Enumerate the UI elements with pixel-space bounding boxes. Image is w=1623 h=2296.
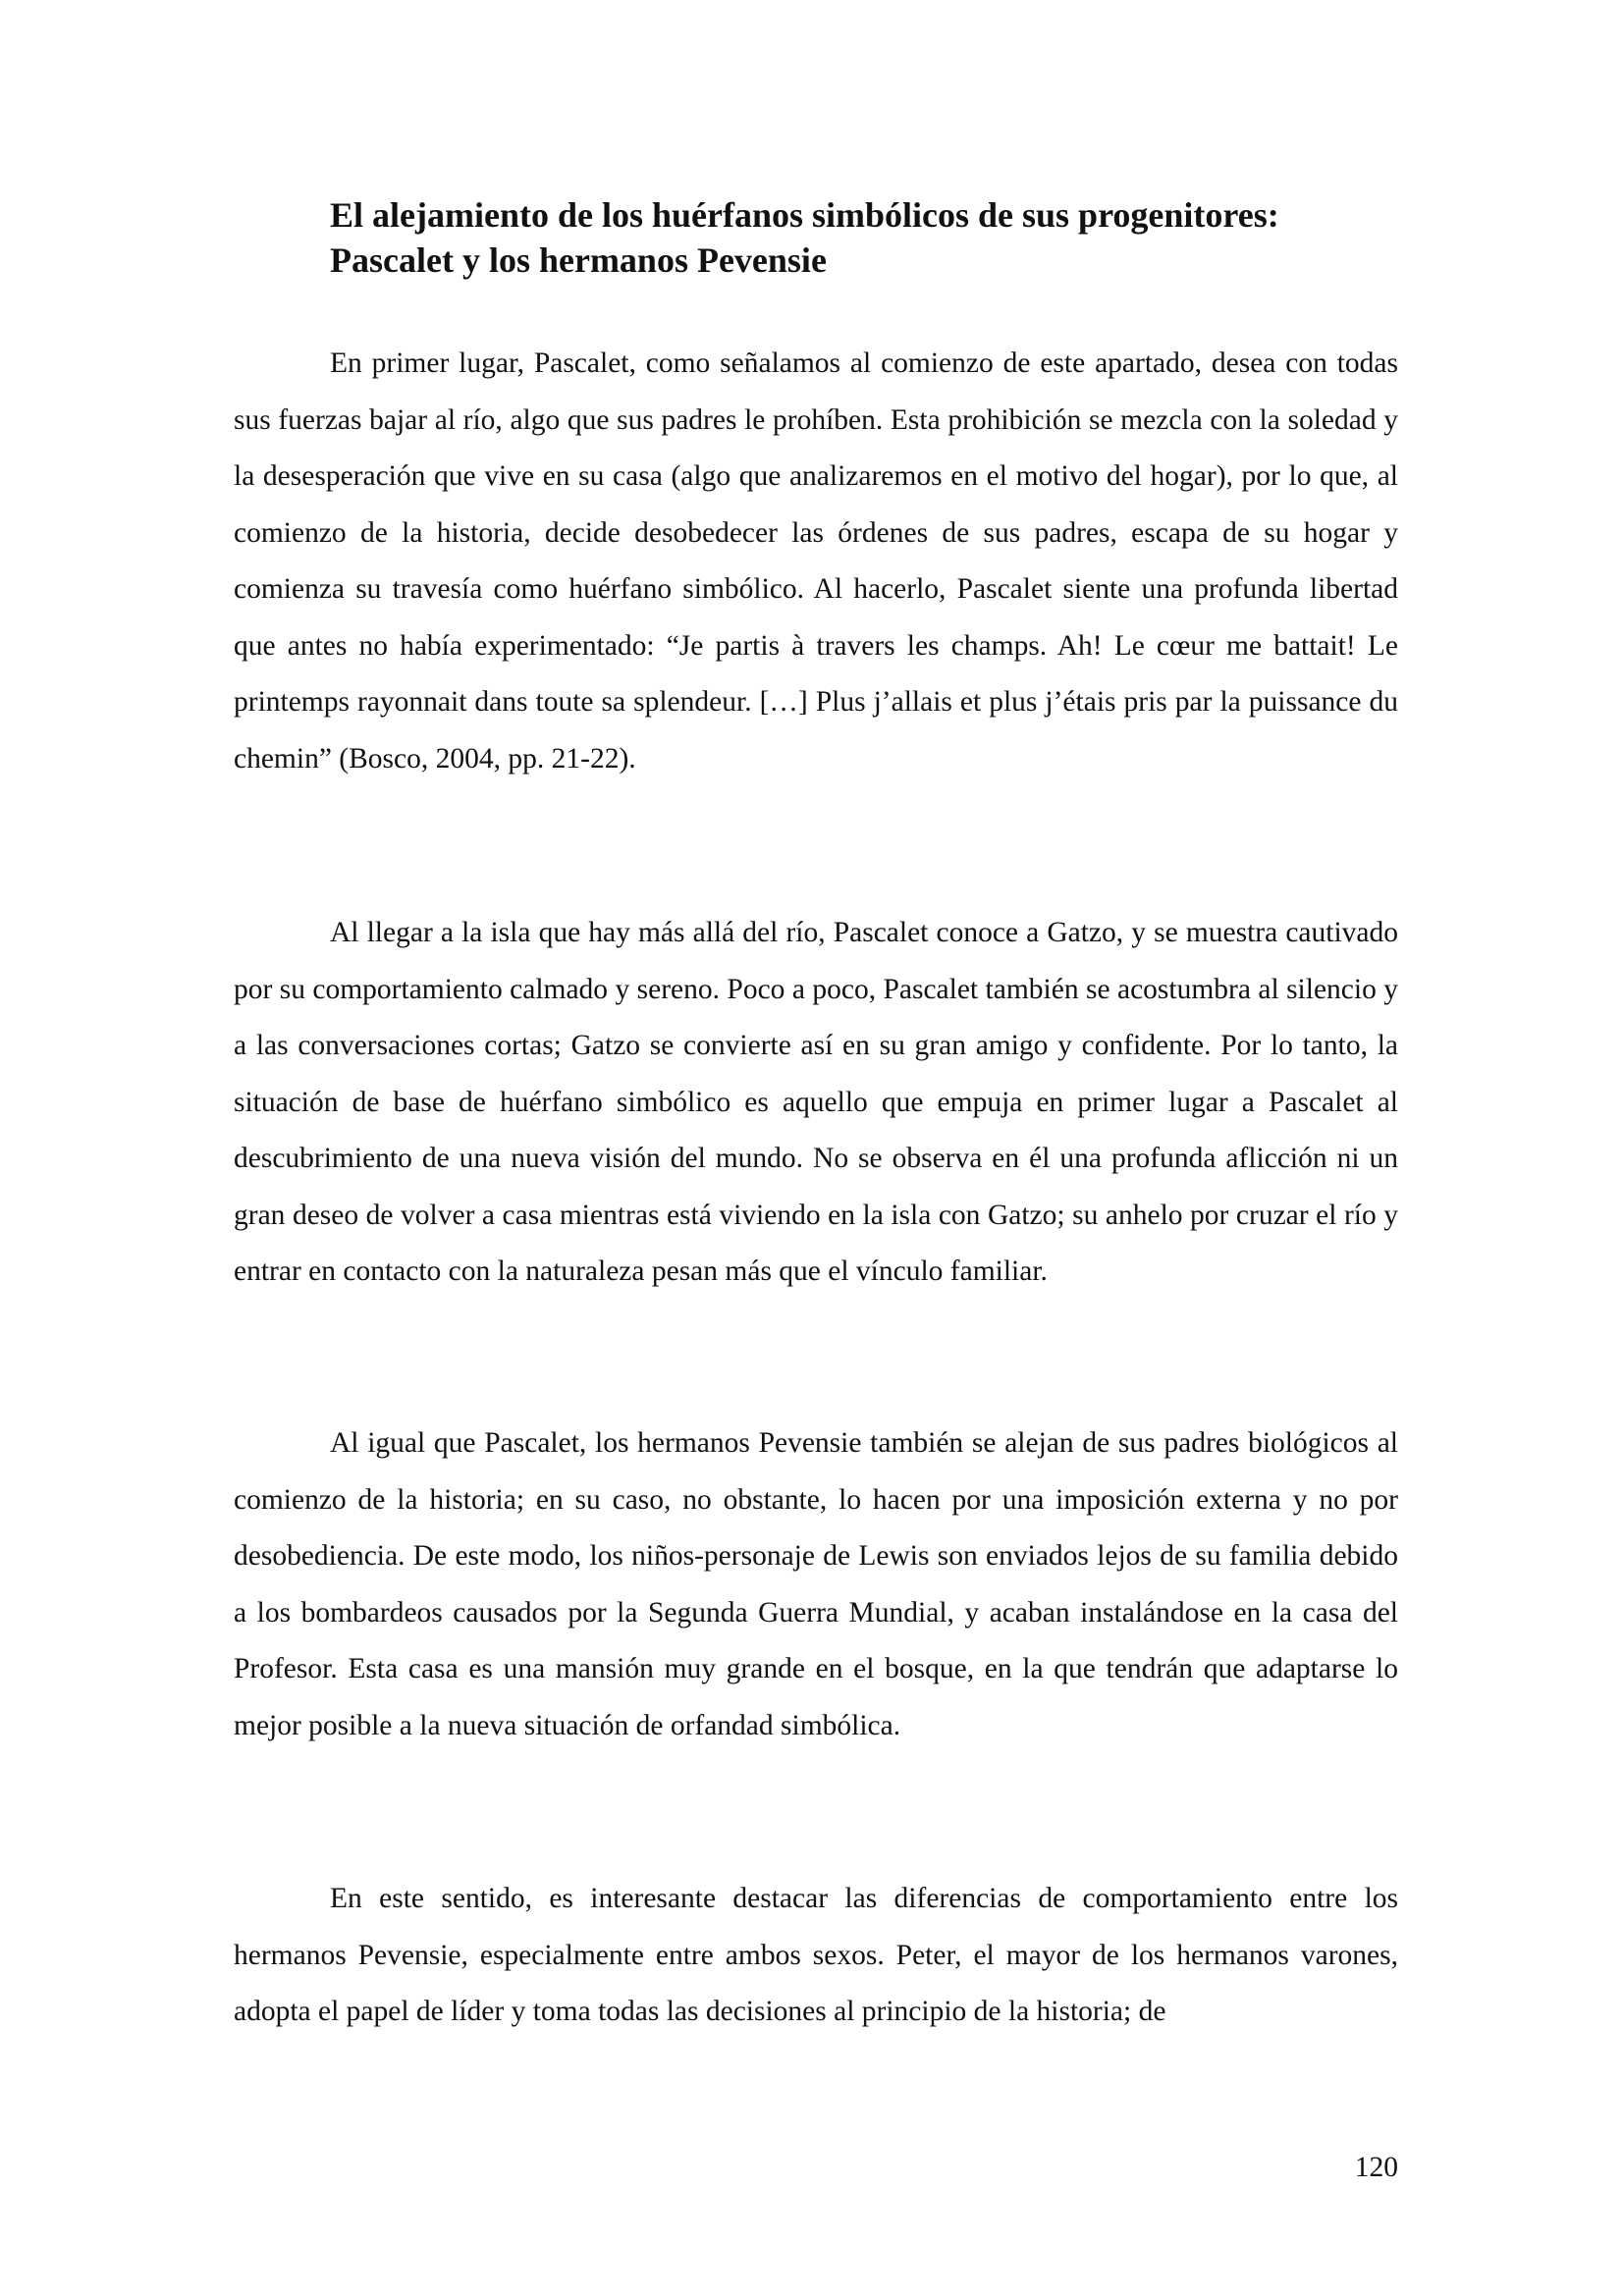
section-heading-line-1: El alejamiento de los huérfanos simbólicos de sus progenitores: [330, 195, 1279, 235]
body-paragraph-4: En este sentido, es interesante destacar las diferencias de comportamiento entre los hermanos Pevensie, especialmente entre ambos sexos. Peter, el mayor de los hermanos varones, adopta el papel de líder y toma todas las decisiones al principio de la historia; de [234, 1883, 1398, 2027]
page-number: 120 [1354, 2152, 1398, 2183]
body-paragraph-1: En primer lugar, Pascalet, como señalamos al comienzo de este apartado, desea con todas sus fuerzas bajar al río, algo que sus padres le prohíben. Esta prohibición se mezcla con la soledad y la desesperación que vive en su casa (algo que analizaremos en el motivo del hogar), por lo que, al comienzo de la historia, decide desobedecer las órdenes de sus padres, escapa de su hogar y comienza su travesía como huérfano simbólico. Al hacerlo, Pascalet siente una profunda libertad que antes no había experimentado: “Je partis à travers les champs. Ah! Le cœur me battait! Le printemps rayonnait dans toute sa splendeur. […] Plus j’allais et plus j’étais pris par la puissance du chemin” (Bosco, 2004, pp. 21-22). [234, 347, 1398, 774]
section-heading-line-2: Pascalet y los hermanos Pevensie [330, 240, 827, 280]
body-paragraph-3: Al igual que Pascalet, los hermanos Pevensie también se alejan de sus padres biológicos al comienzo de la historia; en su caso, no obstante, lo hacen por una imposición externa y no por desobediencia. De este modo, los niños-personaje de Lewis son enviados lejos de su familia debido a los bombardeos causados por la Segunda Guerra Mundial, y acaban instalándose en la casa del Profesor. Esta casa es una mansión muy grande en el bosque, en la que tendrán que adaptarse lo mejor posible a la nueva situación de orfandad simbólica. [234, 1427, 1398, 1741]
section-heading [330, 192, 1400, 283]
body-paragraph-2: Al llegar a la isla que hay más allá del río, Pascalet conoce a Gatzo, y se muestra cautivado por su comportamiento calmado y sereno. Poco a poco, Pascalet también se acostumbra al silencio y a las conversaciones cortas; Gatzo se convierte así en su gran amigo y confidente. Por lo tanto, la situación de base de huérfano simbólico es aquello que empuja en primer lugar a Pascalet al descubrimiento de una nueva visión del mundo. No se observa en él una profunda aflicción ni un gran deseo de volver a casa mientras está viviendo en la isla con Gatzo; su anhelo por cruzar el río y entrar en contacto con la naturaleza pesan más que el vínculo familiar. [234, 917, 1398, 1287]
